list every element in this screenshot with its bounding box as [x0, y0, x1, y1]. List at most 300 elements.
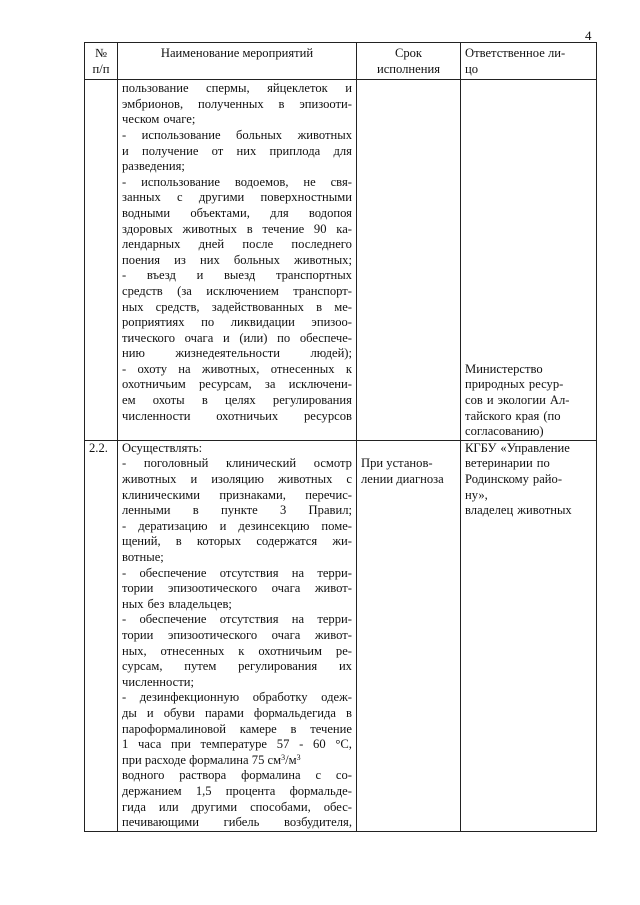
word: к	[345, 361, 352, 376]
text-line	[122, 644, 352, 660]
word: дезинсекцию	[238, 518, 310, 533]
word: на	[291, 612, 305, 627]
blank-line	[465, 159, 592, 175]
blank-line	[465, 284, 592, 300]
blank-line	[465, 222, 592, 238]
word: тории	[122, 627, 154, 642]
word: эпизооти-	[299, 96, 352, 111]
word: согласованию)	[465, 424, 544, 439]
table-row	[85, 440, 597, 831]
blank-line	[465, 97, 592, 113]
blank-line	[465, 144, 592, 160]
word: больных	[233, 252, 280, 267]
word: средств,	[155, 299, 200, 314]
text-line	[122, 519, 352, 535]
text-line	[122, 581, 352, 597]
word: и	[122, 143, 129, 158]
word: получение	[141, 143, 199, 158]
text-line	[122, 456, 352, 472]
header-responsible: Ответственное ли- цо	[461, 43, 597, 80]
word: тайского	[465, 408, 512, 423]
word: -	[122, 518, 127, 533]
word: в	[192, 503, 199, 518]
word: °С,	[335, 737, 352, 752]
word: щений,	[122, 534, 161, 549]
responsible-text	[465, 81, 592, 440]
blank-line	[465, 237, 592, 253]
word: камере	[239, 721, 277, 736]
word: гида	[122, 799, 146, 814]
text-line	[122, 315, 352, 331]
word: объектами,	[190, 205, 250, 220]
word: возбудителя,	[283, 815, 352, 830]
text-line	[122, 206, 352, 222]
text-line	[122, 128, 352, 144]
word: водного	[122, 768, 165, 783]
word: за	[264, 377, 276, 392]
word: пароформалиновой	[122, 721, 227, 736]
word: людей);	[310, 346, 352, 361]
word: животных;	[294, 252, 352, 267]
word: температуре	[200, 737, 268, 752]
word: целях	[224, 393, 256, 408]
word: или	[158, 799, 179, 814]
word: исключением	[206, 283, 279, 298]
text-line	[122, 534, 352, 550]
text-line	[122, 488, 352, 504]
word: владельцев;	[168, 596, 232, 611]
word: использование	[141, 127, 221, 142]
word: экологии	[497, 393, 546, 408]
word: 1,5	[195, 783, 212, 798]
word: терри-	[317, 612, 352, 627]
text-line	[122, 112, 352, 128]
word: КГБУ	[465, 440, 497, 455]
word: райо-	[532, 472, 563, 487]
word: регулирования	[272, 393, 352, 408]
text-line	[122, 800, 352, 816]
word: водоемов,	[234, 174, 289, 189]
word: поголовный	[143, 456, 209, 471]
word: (или)	[239, 330, 268, 345]
blank-line	[465, 300, 592, 316]
word: больных	[236, 127, 283, 142]
word: очага	[271, 627, 301, 642]
blank-line	[465, 253, 592, 269]
deadline-cell	[357, 440, 461, 831]
word: очага	[271, 581, 301, 596]
formalin-line	[122, 753, 352, 769]
word: парами	[204, 705, 244, 720]
blank-line	[361, 441, 456, 457]
text-line	[122, 253, 352, 269]
text-line	[122, 675, 352, 691]
word: на	[178, 361, 191, 376]
word: обработку	[252, 690, 308, 705]
word: и	[196, 268, 204, 283]
word: эпизоотического	[167, 581, 258, 596]
word: способами,	[250, 799, 311, 814]
text-line	[122, 222, 352, 238]
text-line	[122, 97, 352, 113]
text-line	[122, 597, 352, 613]
word: -	[122, 174, 127, 189]
word: ветеринарии	[465, 456, 533, 471]
word: эмбрионов,	[122, 96, 184, 111]
text-line	[122, 737, 352, 753]
word: водопоя	[308, 205, 352, 220]
word: (за	[177, 283, 192, 298]
word: 60	[313, 737, 326, 752]
word: после	[242, 237, 274, 252]
word: ды	[122, 705, 137, 720]
deadline-text	[361, 441, 456, 488]
word: признаками,	[219, 487, 286, 502]
word: в	[316, 299, 323, 314]
blank-line	[465, 81, 592, 97]
word: 90	[313, 221, 327, 236]
word: животных	[277, 472, 333, 487]
word: охотничьим	[258, 643, 323, 658]
text-line	[465, 488, 592, 504]
word: животных	[182, 221, 237, 236]
text-line	[122, 566, 352, 582]
word: полученных	[198, 96, 264, 111]
word: -	[122, 127, 127, 142]
word: очага	[184, 330, 214, 345]
word: в	[246, 221, 253, 236]
text-line	[122, 722, 352, 738]
word: ну»,	[465, 487, 488, 502]
word: Министерство	[465, 361, 543, 376]
word: ка-	[336, 221, 352, 236]
word: и	[222, 330, 230, 345]
word: ных	[122, 596, 144, 611]
page-number: 4	[585, 28, 592, 43]
word: отнесенных	[270, 361, 335, 376]
word: животных	[517, 503, 572, 518]
text-line	[122, 409, 352, 425]
word: охоту	[137, 361, 168, 376]
word: (по	[543, 408, 561, 423]
word: от	[211, 143, 224, 158]
word: перечис-	[305, 487, 352, 502]
word: ем	[122, 393, 136, 408]
word: здоровых	[122, 221, 173, 236]
word: ресурсов	[303, 408, 352, 423]
word: жи-	[332, 534, 352, 549]
responsible-text	[465, 441, 592, 519]
blank-line	[465, 331, 592, 347]
word: 1	[122, 737, 129, 752]
word: задействованных	[211, 299, 304, 314]
word: гибель	[223, 815, 260, 830]
word: ных	[122, 299, 144, 314]
text-line	[122, 612, 352, 628]
word: в	[278, 96, 285, 111]
word: в	[201, 393, 208, 408]
word: эпизоо-	[311, 315, 352, 330]
text-line	[122, 768, 352, 784]
text-line	[465, 377, 592, 393]
word: 57	[276, 737, 290, 752]
word: течение	[310, 721, 352, 736]
word: ресурсам,	[198, 377, 252, 392]
word: -	[122, 690, 127, 705]
word: обуви	[163, 705, 195, 720]
blank-line	[465, 112, 592, 128]
word: одеж-	[321, 690, 352, 705]
word: обеспече-	[299, 330, 352, 345]
text-line	[122, 300, 352, 316]
deadline-cell	[357, 80, 461, 441]
word: живот-	[314, 627, 352, 642]
word: въезд	[146, 268, 176, 283]
word: и	[146, 705, 154, 720]
word: водными	[122, 205, 171, 220]
text-line	[122, 331, 352, 347]
word: другими	[198, 190, 245, 205]
responsible-cell	[461, 80, 597, 441]
word: Родинскому	[465, 472, 529, 487]
word: тории	[122, 581, 154, 596]
word: клиническими	[122, 487, 201, 502]
word: с	[315, 768, 322, 783]
word: отнесенных	[160, 643, 225, 658]
word: -	[122, 565, 127, 580]
word: ленными	[122, 503, 171, 518]
text-line	[465, 456, 592, 472]
word: Осуществлять:	[122, 440, 203, 455]
text-line	[122, 268, 352, 284]
text-line	[122, 284, 352, 300]
text-line	[122, 159, 352, 175]
word: содержатся	[256, 534, 318, 549]
word: обеспечение	[139, 612, 207, 627]
word: -	[299, 737, 304, 752]
word: роприятиях	[122, 315, 185, 330]
word: транспорт-	[293, 283, 352, 298]
word: -	[122, 456, 127, 471]
word: численности;	[122, 674, 194, 689]
text-line	[122, 81, 352, 97]
measure-cell	[118, 440, 357, 831]
text-line	[122, 190, 352, 206]
word: для	[333, 143, 352, 158]
header-deadline: Срок исполнения	[357, 43, 461, 80]
word: владелец	[465, 503, 514, 518]
word: свя-	[330, 174, 352, 189]
word: живот-	[314, 581, 352, 596]
text-line	[465, 472, 592, 488]
word: из	[174, 252, 186, 267]
word: использование	[141, 174, 220, 189]
text-line: лении диагноза	[361, 472, 444, 487]
word: часа	[138, 737, 162, 752]
word: с	[346, 472, 352, 487]
word: природных	[465, 377, 525, 392]
word: обес-	[323, 799, 352, 814]
responsible-cell	[461, 440, 597, 831]
word: дезинфекционную	[139, 690, 240, 705]
word: -	[122, 268, 127, 283]
blank-line	[465, 315, 592, 331]
blank-line	[465, 268, 592, 284]
text-line	[122, 144, 352, 160]
word: отсутствия	[219, 612, 279, 627]
text-line	[465, 393, 592, 409]
word: тического	[122, 330, 175, 345]
word: без	[147, 596, 165, 611]
word: дней	[198, 237, 225, 252]
word: «Управление	[500, 440, 570, 455]
word: ческом	[122, 112, 160, 127]
word: для	[270, 205, 289, 220]
word: по	[277, 330, 291, 345]
measure-text	[122, 441, 352, 753]
text-line	[122, 377, 352, 393]
row-number-cell	[85, 80, 118, 441]
row-number-cell: 2.2.	[85, 440, 118, 831]
word: к	[238, 643, 245, 658]
word: вотные;	[122, 550, 164, 564]
text-line	[122, 690, 352, 706]
word: сурсам,	[122, 659, 163, 674]
word: их	[338, 659, 352, 674]
blank-line	[465, 346, 592, 362]
word: разведения;	[122, 159, 185, 174]
word: средств	[122, 283, 163, 298]
word: терри-	[317, 565, 352, 580]
word: со-	[335, 768, 352, 783]
word: другими	[191, 799, 238, 814]
word: них	[199, 252, 220, 267]
measure-text	[122, 81, 352, 424]
text-line	[122, 550, 352, 566]
word: и	[219, 518, 227, 533]
word: по	[536, 456, 550, 471]
word: животных	[297, 127, 352, 142]
text-line	[122, 659, 352, 675]
word: охотничьих	[216, 408, 279, 423]
word: ме-	[334, 299, 352, 314]
word: пункте	[220, 503, 258, 518]
text-line	[465, 362, 592, 378]
word: регулирования	[238, 659, 318, 674]
text-line	[122, 503, 352, 519]
word: ных,	[122, 643, 147, 658]
word: в	[175, 534, 182, 549]
word: сов	[465, 393, 483, 408]
text-line	[122, 237, 352, 253]
word: изоляцию	[211, 472, 264, 487]
text-line	[122, 175, 352, 191]
text-line: При установ-	[361, 456, 433, 471]
table-row	[85, 80, 597, 441]
word: с	[177, 190, 183, 205]
word: ре-	[335, 643, 352, 658]
word: охотничьим	[122, 377, 186, 392]
blank-line	[465, 206, 592, 222]
text-line	[465, 409, 592, 425]
blank-line	[465, 175, 592, 191]
text-line	[122, 346, 352, 362]
word: процента	[225, 783, 276, 798]
word: очаге;	[163, 112, 196, 127]
word: выезд	[223, 268, 256, 283]
blank-line	[465, 128, 592, 144]
word: и	[190, 472, 198, 487]
text-line	[122, 362, 352, 378]
word: спермы,	[206, 81, 250, 96]
word: клинический	[226, 456, 297, 471]
word: в	[290, 721, 297, 736]
text-line	[465, 503, 592, 519]
word: держанием	[122, 783, 182, 798]
word: них	[236, 143, 257, 158]
word: при	[171, 737, 191, 752]
word: численности	[122, 408, 191, 423]
text-line	[122, 472, 352, 488]
word: обеспечение	[139, 565, 207, 580]
word: последнего	[291, 237, 352, 252]
word: занных	[122, 190, 161, 205]
word: исключени-	[288, 377, 352, 392]
word: формальде-	[289, 783, 352, 798]
text-line	[465, 424, 592, 440]
blank-line	[465, 190, 592, 206]
word: отсутствия	[219, 565, 279, 580]
measure-text-end	[122, 768, 352, 830]
word: формальдегида	[253, 705, 336, 720]
header-measure-name: Наименование мероприятий	[118, 43, 357, 80]
word: эпизоотического	[167, 627, 258, 642]
text-line	[122, 706, 352, 722]
word: животных	[122, 472, 177, 487]
text-line	[122, 628, 352, 644]
word: -	[122, 612, 127, 627]
word: лендарных	[122, 237, 181, 252]
word: не	[303, 174, 316, 189]
word: течение	[262, 221, 305, 236]
measure-cell	[118, 80, 357, 441]
text-line	[122, 784, 352, 800]
word: раствора	[179, 768, 227, 783]
word: по	[201, 315, 215, 330]
word: пользование	[122, 81, 189, 96]
text-line	[122, 393, 352, 409]
word: и	[486, 393, 494, 408]
word: поения	[122, 252, 161, 267]
word: края	[515, 408, 540, 423]
word: приплода	[269, 143, 321, 158]
word: Ал-	[549, 393, 570, 408]
word: Правил;	[308, 503, 352, 518]
word: яйцеклеток	[267, 81, 328, 96]
word: охоты	[152, 393, 185, 408]
word: и	[345, 81, 352, 96]
word: ресур-	[528, 377, 564, 392]
word: в	[346, 705, 352, 720]
word: поверхностными	[260, 190, 352, 205]
header-number: № п/п	[85, 43, 118, 80]
measures-table	[84, 42, 597, 832]
word: животных,	[201, 361, 260, 376]
word: нию	[122, 346, 145, 361]
word: жизнедеятельности	[175, 346, 281, 361]
word: дератизацию	[138, 518, 208, 533]
text-line	[122, 815, 352, 831]
